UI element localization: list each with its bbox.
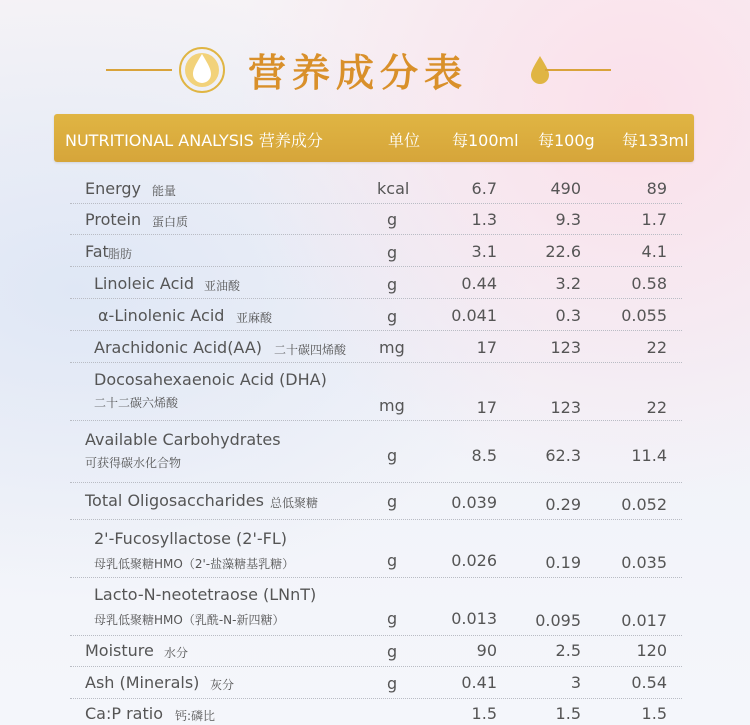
- table-row: [70, 483, 682, 520]
- row-unit: g: [387, 307, 398, 326]
- table-row: [70, 172, 682, 204]
- row-en: α-Linolenic Acid: [98, 306, 225, 325]
- row-v2: 3.2: [555, 274, 581, 293]
- row-zh: 钙:磷比: [175, 709, 216, 723]
- row-v3: 0.54: [631, 673, 667, 692]
- row-v1: 17: [476, 398, 497, 417]
- title-area: [0, 38, 750, 98]
- row-zh: 二十碳四烯酸: [274, 343, 347, 357]
- row-unit: g: [387, 275, 398, 294]
- row-v3: 0.017: [621, 611, 667, 630]
- row-zh: 亚油酸: [204, 279, 241, 293]
- table-row: [70, 204, 682, 235]
- row-unit: g: [387, 674, 398, 693]
- title-divider-left: [106, 69, 172, 71]
- row-en: Fat: [85, 242, 109, 261]
- row-v3: 11.4: [631, 446, 667, 465]
- row-v2: 9.3: [555, 210, 581, 229]
- table-row: [70, 363, 682, 421]
- row-zh: 蛋白质: [152, 215, 189, 229]
- row-v2: 62.3: [545, 446, 581, 465]
- row-v2: 0.095: [535, 611, 581, 630]
- row-v3: 4.1: [641, 242, 667, 261]
- row-en: Ash (Minerals): [85, 673, 200, 692]
- row-v3: 0.58: [631, 274, 667, 293]
- row-v3: 22: [646, 338, 667, 357]
- row-zh: 母乳低聚糖HMO（2'-盐藻糖基乳糖）: [94, 557, 295, 571]
- header-col-100g: 每100g: [538, 131, 595, 150]
- row-unit: mg: [379, 338, 405, 357]
- row-en: 2'-Fucosyllactose (2'-FL): [94, 529, 287, 548]
- row-v1: 0.026: [451, 551, 497, 570]
- row-en: Protein: [85, 210, 142, 229]
- row-en: Lacto-N-neotetraose (LNnT): [94, 585, 317, 604]
- table-header: [54, 114, 694, 162]
- row-v2: 123: [550, 398, 581, 417]
- row-v3: 1.5: [641, 704, 667, 723]
- table-row: [70, 299, 682, 331]
- row-v1: 17: [476, 338, 497, 357]
- table-row: [70, 699, 682, 725]
- row-v2: 123: [550, 338, 581, 357]
- row-zh: 能量: [152, 184, 177, 198]
- row-v2: 1.5: [555, 704, 581, 723]
- table-row: [70, 331, 682, 363]
- row-v1: 1.5: [471, 704, 497, 723]
- table-row: [70, 636, 682, 667]
- row-en: Ca:P ratio: [85, 704, 163, 723]
- row-zh: 二十二碳六烯酸: [94, 396, 179, 410]
- table-row: [70, 421, 682, 483]
- row-v1: 0.013: [451, 609, 497, 628]
- table-row: [70, 235, 682, 267]
- row-unit: g: [387, 609, 398, 628]
- row-v3: 120: [636, 641, 667, 660]
- header-col-133ml: 每133ml: [622, 131, 689, 150]
- row-v1: 3.1: [471, 242, 497, 261]
- row-en: Linoleic Acid: [94, 274, 194, 293]
- row-zh: 母乳低聚糖HMO（乳酰-N-新四糖）: [94, 613, 285, 627]
- row-v1: 0.039: [451, 493, 497, 512]
- row-v1: 90: [476, 641, 497, 660]
- row-unit: g: [387, 243, 398, 262]
- row-zh: 灰分: [210, 678, 235, 692]
- row-v3: 0.035: [621, 553, 667, 572]
- row-v3: 1.7: [641, 210, 667, 229]
- row-v1: 6.7: [471, 179, 497, 198]
- table-row: [70, 267, 682, 299]
- row-zh: 可获得碳水化合物: [85, 456, 182, 470]
- row-unit: g: [387, 210, 398, 229]
- row-unit: mg: [379, 396, 405, 415]
- row-zh: 亚麻酸: [236, 311, 273, 325]
- row-v3: 0.055: [621, 306, 667, 325]
- row-v1: 8.5: [471, 446, 497, 465]
- row-v2: 22.6: [545, 242, 581, 261]
- table-row: [70, 667, 682, 699]
- row-en: Docosahexaenoic Acid (DHA): [94, 370, 327, 389]
- row-zh: 总低聚糖: [270, 496, 319, 510]
- row-en: Available Carbohydrates: [85, 430, 281, 449]
- table-row: [70, 520, 682, 578]
- page-title: 营养成分表: [248, 51, 469, 95]
- row-v2: 490: [550, 179, 581, 198]
- row-en: Energy: [85, 179, 142, 198]
- table-row: [70, 578, 682, 636]
- row-unit: g: [387, 551, 398, 570]
- row-v1: 0.41: [461, 673, 497, 692]
- row-v1: 1.3: [471, 210, 497, 229]
- row-v3: 89: [646, 179, 667, 198]
- header-name: NUTRITIONAL ANALYSIS 营养成分: [65, 131, 323, 150]
- row-en: Moisture: [85, 641, 154, 660]
- row-en: Arachidonic Acid(AA): [94, 338, 263, 357]
- header-col-100ml: 每100ml: [452, 131, 519, 150]
- row-v1: 0.44: [461, 274, 497, 293]
- row-unit: g: [387, 492, 398, 511]
- row-v3: 22: [646, 398, 667, 417]
- row-unit: g: [387, 446, 398, 465]
- row-v2: 0.3: [555, 306, 581, 325]
- row-unit: kcal: [377, 179, 410, 198]
- header-unit: 单位: [388, 131, 421, 150]
- row-v2: 3: [570, 673, 581, 692]
- row-v1: 0.041: [451, 306, 497, 325]
- row-v2: 0.29: [545, 495, 581, 514]
- row-v2: 0.19: [545, 553, 581, 572]
- row-v2: 2.5: [555, 641, 581, 660]
- drop-icon: [176, 42, 228, 94]
- row-en: Total Oligosaccharides: [85, 491, 264, 510]
- row-zh: 水分: [164, 646, 189, 660]
- title-divider-right: [545, 69, 611, 71]
- row-zh: 脂肪: [108, 247, 133, 261]
- row-v3: 0.052: [621, 495, 667, 514]
- row-unit: g: [387, 642, 398, 661]
